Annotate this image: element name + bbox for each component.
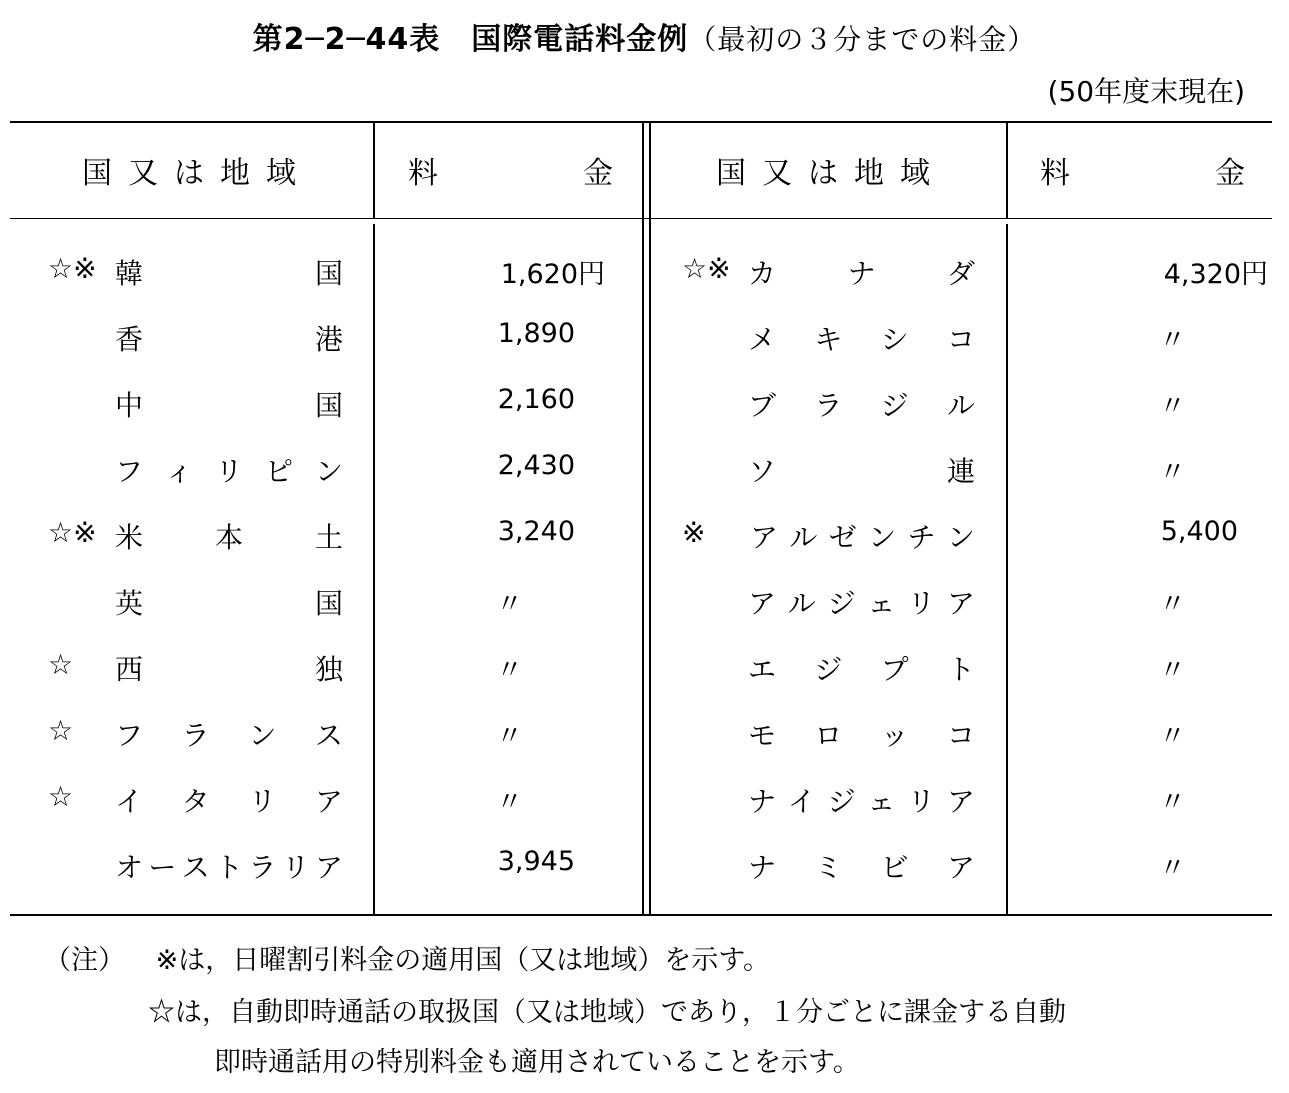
fee-value: 1,620円 [500,259,605,290]
note-line-1 [44,938,770,977]
country-name-char: ブ [748,389,777,422]
country-name [748,780,975,820]
note-text: ※は，日曜割引料金の適用国（又は地域）を示す。 [155,945,771,976]
center-divider [649,123,651,916]
country-name [115,516,343,556]
country-name-char: ル [789,521,818,554]
country-name-char: フ [115,455,144,488]
country-name-char: ア [750,521,779,554]
country-name-char: ー [148,851,177,884]
country-name [115,714,343,754]
country-name-char: ロ [814,719,843,752]
country-name-char: ト [214,851,243,884]
country-name-char: キ [814,323,843,356]
country-name-char: ラ [181,719,210,752]
country-name-char: ダ [946,257,975,290]
column-divider [373,123,375,218]
country-name-char: ト [946,653,975,686]
fee-value: 〃 [496,589,523,620]
country-name-char: ア [314,851,343,884]
country-name [748,384,975,424]
row-mark: ☆※ [48,516,97,549]
fee-value: 〃 [1159,721,1186,752]
country-name [748,450,975,490]
country-name [115,252,343,292]
country-name-char: 国 [314,389,343,422]
row-mark: ※ [682,516,706,549]
country-name-char: ビ [880,851,909,884]
table-title-main: 第2─2─44表 国際電話料金例 [252,22,689,57]
country-name-char: 米 [115,521,144,554]
country-name-char: ジ [827,587,856,620]
country-name-char: ラ [248,851,277,884]
country-name-char: ピ [264,455,293,488]
country-name [748,648,975,688]
country-name-char: シ [880,323,909,356]
country-name [748,252,975,292]
table-title [0,14,1289,58]
country-name-char: プ [880,653,909,686]
country-name [115,318,343,358]
country-name-char: ェ [867,785,896,818]
fee-value: 4,320円 [1163,259,1268,290]
country-name-char: リ [214,455,243,488]
fee-value: 3,240 [497,516,575,547]
header-rule [10,218,1272,219]
fee-value: 〃 [496,655,523,686]
country-name-char: リ [281,851,310,884]
country-name-char: ナ [748,785,777,818]
country-name-char: ア [946,851,975,884]
country-name-char: フ [115,719,144,752]
country-name-char: 国 [314,587,343,620]
country-name-char: エ [748,653,777,686]
center-divider [642,123,644,916]
country-name-char: 英 [115,587,144,620]
country-name-char: ア [946,587,975,620]
top-rule [10,121,1272,123]
row-mark: ☆ [48,714,74,747]
country-name-char: モ [748,719,777,752]
country-name-char: ス [181,851,210,884]
country-name-char: 独 [314,653,343,686]
country-name-char: イ [115,785,144,818]
country-name-char: リ [907,785,936,818]
country-name-char: 土 [314,521,343,554]
country-name-char: ス [314,719,343,752]
country-name-char: コ [946,719,975,752]
country-name-char: ジ [880,389,909,422]
country-name [748,846,975,886]
country-name-char: リ [907,587,936,620]
row-mark: ☆ [48,648,74,681]
as-of-date: (50年度末現在) [1047,75,1245,108]
country-name-char: ン [868,521,897,554]
country-name [115,384,343,424]
country-name-char: ア [946,785,975,818]
note-line-2: ☆は，自動即時通話の取扱国（又は地域）であり，１分ごとに課金する自動 [148,997,1066,1028]
country-name [115,780,343,820]
country-name-char: ジ [814,653,843,686]
country-name-char: ゼ [828,521,857,554]
country-name [115,582,343,622]
fee-value: 〃 [496,787,523,818]
country-name-char: ナ [748,851,777,884]
bottom-rule [10,914,1272,916]
fee-value: 〃 [496,721,523,752]
header-fee-char: 金 [1215,156,1245,191]
country-name-char: 中 [115,389,144,422]
header-country-right: 国又は地域 [716,156,946,191]
table-title-sub: （最初の３分までの料金） [688,23,1037,56]
note-label: （注） [44,945,125,976]
country-name-char: チ [907,521,936,554]
country-name-char: ラ [814,389,843,422]
fee-value: 2,160 [497,384,575,415]
fee-value: 〃 [1159,589,1186,620]
header-fee-char: 料 [408,156,438,191]
fee-value: 〃 [1159,787,1186,818]
country-name-char: ジ [827,785,856,818]
fee-value: 〃 [1159,655,1186,686]
country-name-char: ッ [880,719,909,752]
country-name-char: ェ [867,587,896,620]
country-name [115,648,343,688]
country-name-char: ミ [814,851,843,884]
country-name-char: タ [181,785,210,818]
note-line-3: 即時通話用の特別料金も適用されていることを示す。 [214,1047,860,1078]
country-name-char: ィ [164,455,193,488]
country-name [748,714,975,754]
country-name-char: 香 [115,323,144,356]
country-name-char: ア [748,587,777,620]
country-name-char: 港 [314,323,343,356]
country-name-char: 西 [115,653,144,686]
header-fee-char: 金 [583,156,613,191]
country-name-char: ソ [748,455,777,488]
country-name [115,450,343,490]
country-name-char: ル [787,587,816,620]
fee-value: 5,400 [1160,516,1238,547]
country-name [748,582,975,622]
row-mark: ☆※ [682,252,731,285]
country-name-char: イ [787,785,816,818]
country-name-char: オ [115,851,144,884]
fee-value: 〃 [1159,391,1186,422]
country-name-char: ン [946,521,975,554]
fee-value: 2,430 [497,450,575,481]
country-name-char: 本 [214,521,243,554]
country-name-char: 韓 [115,257,144,290]
fee-value: 〃 [1159,325,1186,356]
fee-value: 3,945 [497,846,575,877]
country-name-char: ル [946,389,975,422]
fee-value: 〃 [1159,853,1186,884]
country-name-char: 国 [314,257,343,290]
country-name-char: リ [248,785,277,818]
country-name [750,516,975,556]
country-name [115,846,343,886]
country-name-char: メ [748,323,777,356]
country-name-char: ン [314,455,343,488]
country-name-char: 連 [946,455,975,488]
row-mark: ☆ [48,780,74,813]
country-name-char: ナ [847,257,876,290]
header-fee-char: 料 [1040,156,1070,191]
country-name-char: カ [748,257,777,290]
country-name [748,318,975,358]
header-country-left: 国又は地域 [82,156,312,191]
row-mark: ☆※ [48,252,97,285]
column-divider [1006,123,1008,218]
country-name-char: ア [314,785,343,818]
fee-value: 〃 [1159,457,1186,488]
country-name-char: ン [248,719,277,752]
fee-value: 1,890 [497,318,575,349]
country-name-char: コ [946,323,975,356]
